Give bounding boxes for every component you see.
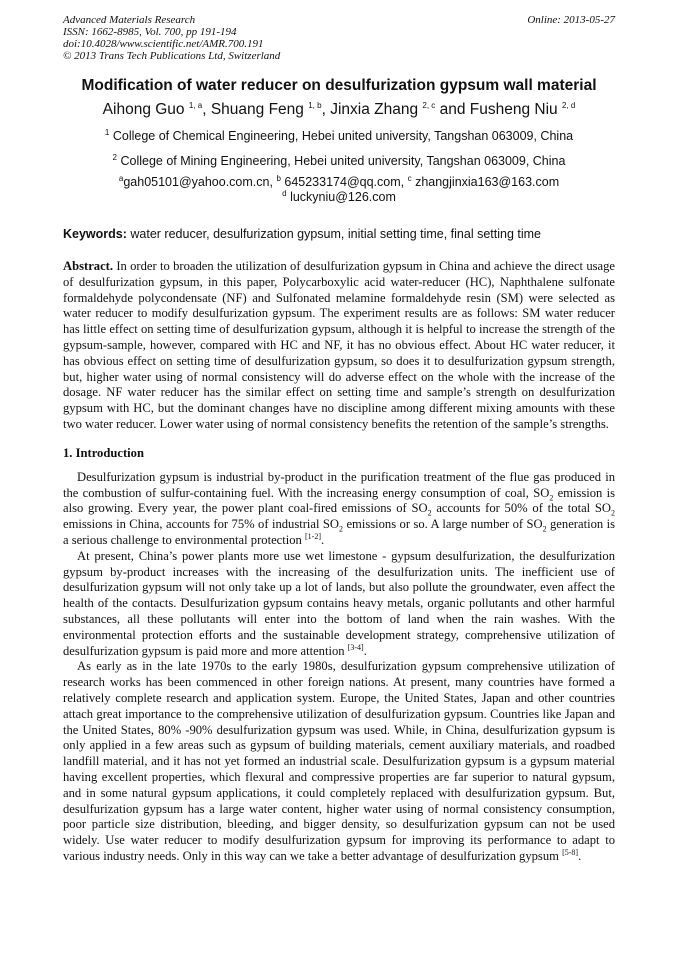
author-affil-mark: 2, d [561,100,576,110]
email-mark: c [407,173,412,183]
intro-p1-text: generation is a serious challenge to environmental protection [63,517,615,547]
citation: [3-4] [347,642,364,652]
intro-p3-text: As early as in the late 1970s to the early 1980s, desulfurization gypsum comprehensive utilization of research works has been commenced in other foreign nations. At present, many countries have formed a relatively complete research and application system. Europe, the United States, Japan and other countries attach great importance to the comprehensive utilization of desulfurization gypsum. Countries like Japan and the United States, 80% -90% desulfurization gypsum was used. While, in China, desulfurization gypsum is only applied in a few areas such as gypsum of building materials, cement auxiliary materials, and roadbed landfill material, and it has not yet formed an industrial scale. Desulfurization gypsum is a gypsum material having excellent properties, which flexural and compressive properties are far superior to natural gypsum, and in some natural gypsum applications, it could completely replaced with desulfurization gypsum. But, desulfurization gypsum has a large water content, higher water using of normal consistency consumption, poor particle size distribution, bleeding, and bigger density, so desulfurization gypsum can not be used widely. Use water reducer to modify desulfurization gypsum for improving its performance to adapt to various industry needs. Only in this way can we take a better advantage of desulfurization gypsum [63,659,615,863]
journal-header [63,14,615,62]
intro-p1-text: emissions in China, accounts for 75% of industrial SO [63,517,340,532]
email-d[interactable]: luckyniu@126.com [290,190,396,204]
section-heading-introduction: 1. Introduction [63,445,144,460]
intro-p1-text: accounts for 50% of the total SO [431,501,612,516]
online-date: Online: 2013-05-27 [527,14,615,26]
author-separator: , [321,101,331,118]
email-mark: b [276,173,281,183]
intro-paragraph-1 [63,470,615,549]
keywords-text: water reducer, desulfurization gypsum, initial setting time, final setting time [130,227,541,241]
email-c[interactable]: zhangjinxia163@163.com [415,175,560,189]
keywords [63,226,615,242]
intro-p1-text: Desulfurization gypsum is industrial by-product in the purification treatment of the flue gas produced in the combustion of sulfur-containing fuel. With the increasing energy consumption of coal, SO [63,469,615,500]
subscript: 2 [542,524,547,534]
subscript: 2 [611,508,616,518]
email-mark: d [282,188,287,198]
author-affil-mark: 2, c [422,100,436,110]
email-mark: a [118,173,124,183]
email-b[interactable]: 645233174@qq.com, [284,175,405,189]
intro-p3-text: . [578,848,582,863]
author-affil-mark: 1, b [308,100,322,110]
intro-p1-text: emissions or so. A large number of SO [343,517,543,532]
affiliation-mark: 1 [104,127,110,137]
journal-copyright: © 2013 Trans Tech Publications Ltd, Switzerland [63,50,281,62]
intro-paragraph-3 [63,659,615,864]
citation: [1-2] [305,531,321,541]
author-name: Shuang Feng [210,101,304,118]
journal-doi: doi:10.4028/www.scientific.net/AMR.700.191 [63,38,264,50]
affiliation-1 [63,128,615,144]
abstract-text: In order to broaden the utilization of desulfurization gypsum in China and achieve the direct usage of desulfurization gypsum, in this paper, Polycarboxylic acid water-reducer (HC), Naphthalene sulfonate formaldehyde polycondensate (NF) and Sulfonated melamine formaldehyde resin (SM) were selected as water reducer to modify desulfurization gypsum. The experiment results are as follows: SM water reducer has little effect on setting time of desulfurization gypsum, although it is helpful to increase the strength of the gypsum-sample, however, compared with HC and NF, it has no obvious effect. About HC water reducer, it has obvious effect on setting time of desulfurization gypsum, so does it to desulfurization gypsum strength, but, higher water using of normal consistency will do adverse effect on the whole with the increase of the dosage. NF water reducer has the similar effect on setting time and sample’s strength on desulfurization gypsum with HC, but the dominant changes have no discipline among different mixing amounts with these two water reducer. Lower water using of normal consistency benefits the retention of the sample’s strengths. [63,259,615,431]
subscript: 2 [339,524,344,534]
author-name: Jinxia Zhang [330,101,419,118]
journal-issn: ISSN: 1662-8985, Vol. 700, pp 191-194 [63,26,237,38]
citation: [5-8] [562,847,579,857]
intro-p1-text: . [321,532,325,547]
email-a[interactable]: gah05101@yahoo.com.cn, [123,175,273,189]
intro-paragraph-2 [63,549,615,660]
subscript: 2 [427,508,432,518]
affiliation-2 [63,153,615,169]
intro-p2-text: . [363,643,367,658]
author-name: Fusheng Niu [469,101,558,118]
author-list [63,100,615,120]
intro-p2-text: At present, China’s power plants more use wet limestone - gypsum desulfurization, the desulfurization gypsum by-product increases with the increasing of the desulfurization units. The inefficient use of desulfurization gypsum will not only take up a lot of lands, but also pollute the groundwater, even affect the health of the contacts. Desulfurization gypsum contains heavy metals, organic pollutants and other harmful substances, all these pollutants will enter into the bottom of land when the rain washes. With the environmental protection efforts and the sustainable development strategy, comprehensive utilization of desulfurization gypsum is paid more and more attention [63,548,615,658]
author-emails [63,175,615,205]
affiliation-mark: 2 [112,152,117,162]
introduction-body [63,470,615,865]
affiliation-text: College of Chemical Engineering, Hebei united university, Tangshan 063009, China [112,129,574,143]
intro-p1-text: emission is also growing. Every year, the power plant coal-fired emissions of SO [63,485,615,516]
journal-name: Advanced Materials Research [63,14,196,26]
author-separator: , [202,101,211,118]
subscript: 2 [549,493,554,503]
abstract [63,259,615,433]
author-affil-mark: 1, a [188,100,203,110]
author-name: Aihong Guo [102,101,185,118]
affiliation-text: College of Mining Engineering, Hebei united university, Tangshan 063009, China [120,154,566,168]
abstract-label: Abstract. [63,259,114,273]
author-and: and [435,101,470,118]
keywords-label: Keywords: [63,227,127,241]
paper-title: Modification of water reducer on desulfurization gypsum wall material [81,77,597,94]
